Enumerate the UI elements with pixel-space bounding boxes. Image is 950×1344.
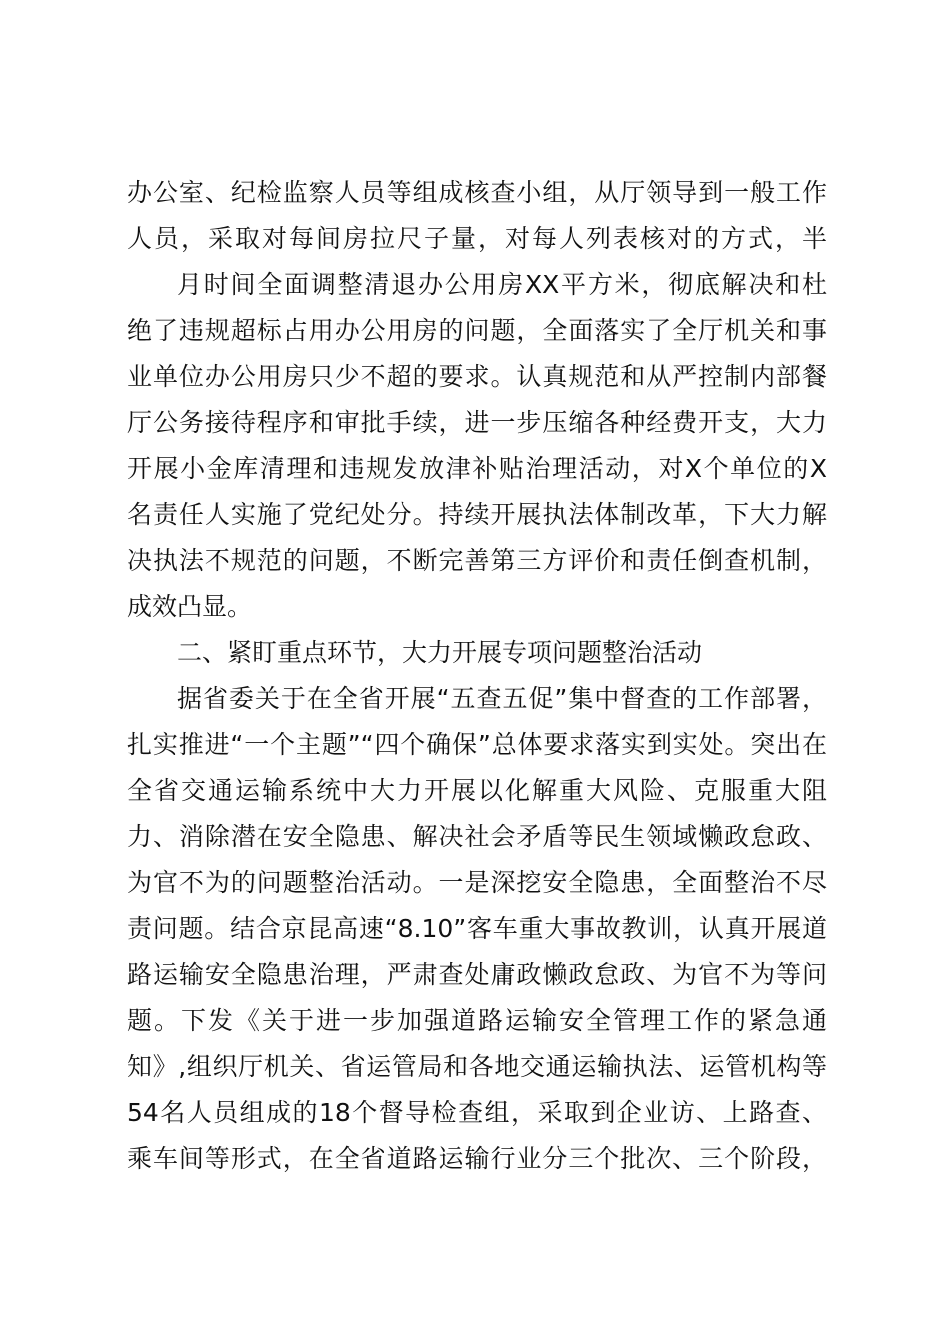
text-line: 开展小金库清理和违规发放津补贴治理活动，对X个单位的X bbox=[127, 454, 827, 483]
text-line: 54名人员组成的18个督导检查组，采取到企业访、上路查、 bbox=[127, 1098, 827, 1127]
text-line: 月时间全面调整清退办公用房XX平方米，彻底解决和杜 bbox=[177, 270, 827, 299]
text-line: 路运输安全隐患治理，严肃查处庸政懒政怠政、为官不为等问 bbox=[127, 960, 827, 989]
text-line: 办公室、纪检监察人员等组成核查小组，从厅领导到一般工作 bbox=[127, 178, 827, 207]
text-line: 乘车间等形式，在全省道路运输行业分三个批次、三个阶段， bbox=[127, 1144, 827, 1173]
text-line: 名责任人实施了党纪处分。持续开展执法体制改革，下大力解 bbox=[127, 500, 827, 529]
text-line: 成效凸显。 bbox=[127, 592, 253, 621]
text-line: 为官不为的问题整治活动。一是深挖安全隐患，全面整治不尽 bbox=[127, 868, 827, 897]
text-line: 力、消除潜在安全隐患、解决社会矛盾等民生领域懒政怠政、 bbox=[127, 822, 827, 851]
text-line: 二、紧盯重点环节，大力开展专项问题整治活动 bbox=[177, 638, 703, 667]
text-line: 人员，采取对每间房拉尺子量，对每人列表核对的方式，半 bbox=[127, 224, 827, 253]
text-line: 全省交通运输系统中大力开展以化解重大风险、克服重大阻 bbox=[127, 776, 827, 805]
text-line: 决执法不规范的问题，不断完善第三方评价和责任倒查机制， bbox=[127, 546, 827, 575]
text-line: 据省委关于在全省开展“五查五促”集中督查的工作部署， bbox=[177, 684, 827, 713]
text-line: 题。下发《关于进一步加强道路运输安全管理工作的紧急通 bbox=[127, 1006, 827, 1035]
text-line: 厅公务接待程序和审批手续，进一步压缩各种经费开支，大力 bbox=[127, 408, 827, 437]
text-line: 扎实推进“一个主题”“四个确保”总体要求落实到实处。突出在 bbox=[127, 730, 827, 759]
text-line: 责问题。结合京昆高速“8.10”客车重大事故教训，认真开展道 bbox=[127, 914, 827, 943]
text-line: 知》,组织厅机关、省运管局和各地交通运输执法、运管机构等 bbox=[127, 1052, 827, 1081]
text-line: 业单位办公用房只少不超的要求。认真规范和从严控制内部餐 bbox=[127, 362, 827, 391]
text-line: 绝了违规超标占用办公用房的问题，全面落实了全厅机关和事 bbox=[127, 316, 827, 345]
document-body bbox=[127, 170, 827, 1182]
